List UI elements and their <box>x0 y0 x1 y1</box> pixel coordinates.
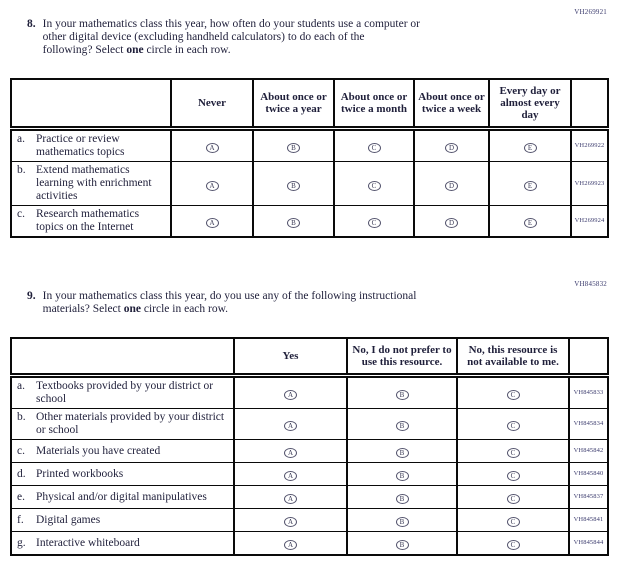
row-label-text: Extend mathematics learning with enrichment activities <box>36 164 152 202</box>
question-9-accession-code: VH845832 <box>574 280 607 288</box>
question-9-number: 9. <box>27 290 36 302</box>
row-letter: e. <box>17 490 25 503</box>
row-letter: g. <box>17 536 26 549</box>
answer-bubble-b[interactable]: B <box>396 540 409 550</box>
table-row <box>11 376 608 409</box>
row-label-text: Materials you have created <box>36 444 161 457</box>
row-accession-code: VH845841 <box>569 509 608 532</box>
answer-bubble-c[interactable]: C <box>368 181 381 191</box>
answer-bubble-d[interactable]: D <box>445 218 458 228</box>
option-cell <box>234 376 347 409</box>
table-row <box>11 463 608 486</box>
option-cell <box>489 162 571 206</box>
prompt-line: materials? Select one circle in each row. <box>42 303 229 315</box>
answer-bubble-c[interactable]: C <box>368 143 381 153</box>
option-cell <box>347 509 457 532</box>
row-label-text: Other materials provided by your district or school <box>36 411 225 436</box>
row-label-text: Textbooks provided by your district or school <box>36 380 214 405</box>
table-row <box>11 532 608 556</box>
question-8-prompt <box>10 18 617 57</box>
option-cell <box>457 486 569 509</box>
table-row <box>11 162 608 206</box>
answer-bubble-b[interactable]: B <box>287 181 300 191</box>
row-label <box>11 162 171 206</box>
column-header: About once or twice a year <box>253 79 334 129</box>
row-letter: c. <box>17 208 25 220</box>
answer-bubble-c[interactable]: C <box>507 390 520 400</box>
table-row <box>11 486 608 509</box>
row-label-text: Digital games <box>36 513 101 526</box>
row-letter: a. <box>17 380 25 392</box>
answer-bubble-e[interactable]: E <box>524 218 537 228</box>
question-9-text <box>43 290 417 316</box>
answer-bubble-e[interactable]: E <box>524 181 537 191</box>
option-cell <box>489 129 571 162</box>
table-row <box>11 440 608 463</box>
answer-bubble-b[interactable]: B <box>396 421 409 431</box>
option-cell <box>234 509 347 532</box>
prompt-line: following? Select one circle in each row. <box>42 44 231 56</box>
row-accession-code: VH845833 <box>569 376 608 409</box>
answer-bubble-b[interactable]: B <box>396 471 409 481</box>
column-header-empty <box>11 79 171 129</box>
answer-bubble-a[interactable]: A <box>206 218 219 228</box>
question-8-number: 8. <box>27 18 36 30</box>
answer-bubble-a[interactable]: A <box>284 448 297 458</box>
answer-bubble-b[interactable]: B <box>396 494 409 504</box>
row-accession-code: VH269923 <box>571 162 608 206</box>
row-label <box>11 532 234 556</box>
option-cell <box>334 129 414 162</box>
column-header: No, I do not prefer to use this resource. <box>347 338 457 376</box>
row-accession-code: VH845837 <box>569 486 608 509</box>
option-cell <box>253 206 334 238</box>
table-row <box>11 409 608 440</box>
answer-bubble-a[interactable]: A <box>284 494 297 504</box>
option-cell <box>414 129 489 162</box>
table-row <box>11 206 608 238</box>
answer-bubble-a[interactable]: A <box>206 143 219 153</box>
row-accession-code: VH845844 <box>569 532 608 556</box>
row-label <box>11 463 234 486</box>
column-header: No, this resource is not available to me. <box>457 338 569 376</box>
header-row <box>11 338 608 376</box>
row-label <box>11 440 234 463</box>
row-letter: c. <box>17 444 25 457</box>
answer-bubble-a[interactable]: A <box>284 390 297 400</box>
response-grid <box>10 337 609 556</box>
response-grid <box>10 78 609 238</box>
row-label-text: Interactive whiteboard <box>36 536 140 549</box>
option-cell <box>347 376 457 409</box>
option-cell <box>234 409 347 440</box>
option-cell <box>253 129 334 162</box>
answer-bubble-b[interactable]: B <box>396 390 409 400</box>
answer-bubble-b[interactable]: B <box>396 448 409 458</box>
answer-bubble-c[interactable]: C <box>507 517 520 527</box>
header-row <box>11 79 608 129</box>
option-cell <box>457 532 569 556</box>
option-cell <box>234 532 347 556</box>
column-header: Yes <box>234 338 347 376</box>
option-cell <box>334 206 414 238</box>
option-cell <box>457 409 569 440</box>
option-cell <box>347 486 457 509</box>
question-8-accession-code: VH269921 <box>574 8 607 16</box>
answer-bubble-c[interactable]: C <box>507 448 520 458</box>
table-row <box>11 509 608 532</box>
answer-bubble-b[interactable]: B <box>287 218 300 228</box>
option-cell <box>253 162 334 206</box>
answer-bubble-a[interactable]: A <box>284 517 297 527</box>
option-cell <box>171 129 253 162</box>
row-label-text: Research mathematics topics on the Internet <box>36 208 140 233</box>
answer-bubble-c[interactable]: C <box>507 471 520 481</box>
table-row <box>11 129 608 162</box>
question-8-text <box>43 18 420 57</box>
prompt-line: other digital device (excluding handheld calculators) to do each of the <box>42 31 365 43</box>
row-accession-code: VH845842 <box>569 440 608 463</box>
answer-bubble-a[interactable]: A <box>284 471 297 481</box>
row-label <box>11 206 171 238</box>
row-letter: f. <box>17 513 24 526</box>
row-label <box>11 509 234 532</box>
question-8-table-container <box>10 78 617 238</box>
option-cell <box>334 162 414 206</box>
answer-bubble-d[interactable]: D <box>445 143 458 153</box>
row-label <box>11 486 234 509</box>
answer-bubble-b[interactable]: B <box>396 517 409 527</box>
column-header-empty <box>11 338 234 376</box>
answer-bubble-c[interactable]: C <box>507 540 520 550</box>
option-cell <box>234 440 347 463</box>
option-cell <box>414 206 489 238</box>
option-cell <box>347 463 457 486</box>
column-header-empty <box>569 338 608 376</box>
row-label <box>11 376 234 409</box>
column-header: About once or twice a week <box>414 79 489 129</box>
question-8-section <box>10 8 617 238</box>
answer-bubble-a[interactable]: A <box>284 540 297 550</box>
column-header: About once or twice a month <box>334 79 414 129</box>
row-letter: b. <box>17 164 26 176</box>
option-cell <box>457 509 569 532</box>
option-cell <box>171 206 253 238</box>
option-cell <box>234 486 347 509</box>
row-letter: a. <box>17 133 25 145</box>
option-cell <box>457 440 569 463</box>
question-9-section <box>10 280 617 556</box>
question-9-prompt <box>10 290 617 316</box>
row-label-text: Printed workbooks <box>36 467 124 480</box>
prompt-line: In your mathematics class this year, how often do your students use a computer or <box>42 18 420 30</box>
column-header-empty <box>571 79 608 129</box>
option-cell <box>347 532 457 556</box>
row-letter: d. <box>17 467 26 480</box>
row-accession-code: VH269922 <box>571 129 608 162</box>
row-label <box>11 409 234 440</box>
row-letter: b. <box>17 411 26 423</box>
row-label-text: Practice or review mathematics topics <box>36 133 125 158</box>
option-cell <box>234 463 347 486</box>
row-label-text: Physical and/or digital manipulatives <box>36 490 207 503</box>
prompt-line: In your mathematics class this year, do you use any of the following instructional <box>42 290 417 302</box>
option-cell <box>457 376 569 409</box>
answer-bubble-c[interactable]: C <box>507 494 520 504</box>
option-cell <box>171 162 253 206</box>
question-9-table-container <box>10 337 617 556</box>
row-accession-code: VH269924 <box>571 206 608 238</box>
option-cell <box>457 463 569 486</box>
answer-bubble-a[interactable]: A <box>284 421 297 431</box>
column-header: Never <box>171 79 253 129</box>
option-cell <box>489 206 571 238</box>
answer-bubble-d[interactable]: D <box>445 181 458 191</box>
answer-bubble-c[interactable]: C <box>507 421 520 431</box>
answer-bubble-c[interactable]: C <box>368 218 381 228</box>
answer-bubble-e[interactable]: E <box>524 143 537 153</box>
column-header: Every day or almost every day <box>489 79 571 129</box>
answer-bubble-b[interactable]: B <box>287 143 300 153</box>
option-cell <box>414 162 489 206</box>
answer-bubble-a[interactable]: A <box>206 181 219 191</box>
row-accession-code: VH845834 <box>569 409 608 440</box>
row-accession-code: VH845840 <box>569 463 608 486</box>
row-label <box>11 129 171 162</box>
option-cell <box>347 409 457 440</box>
option-cell <box>347 440 457 463</box>
